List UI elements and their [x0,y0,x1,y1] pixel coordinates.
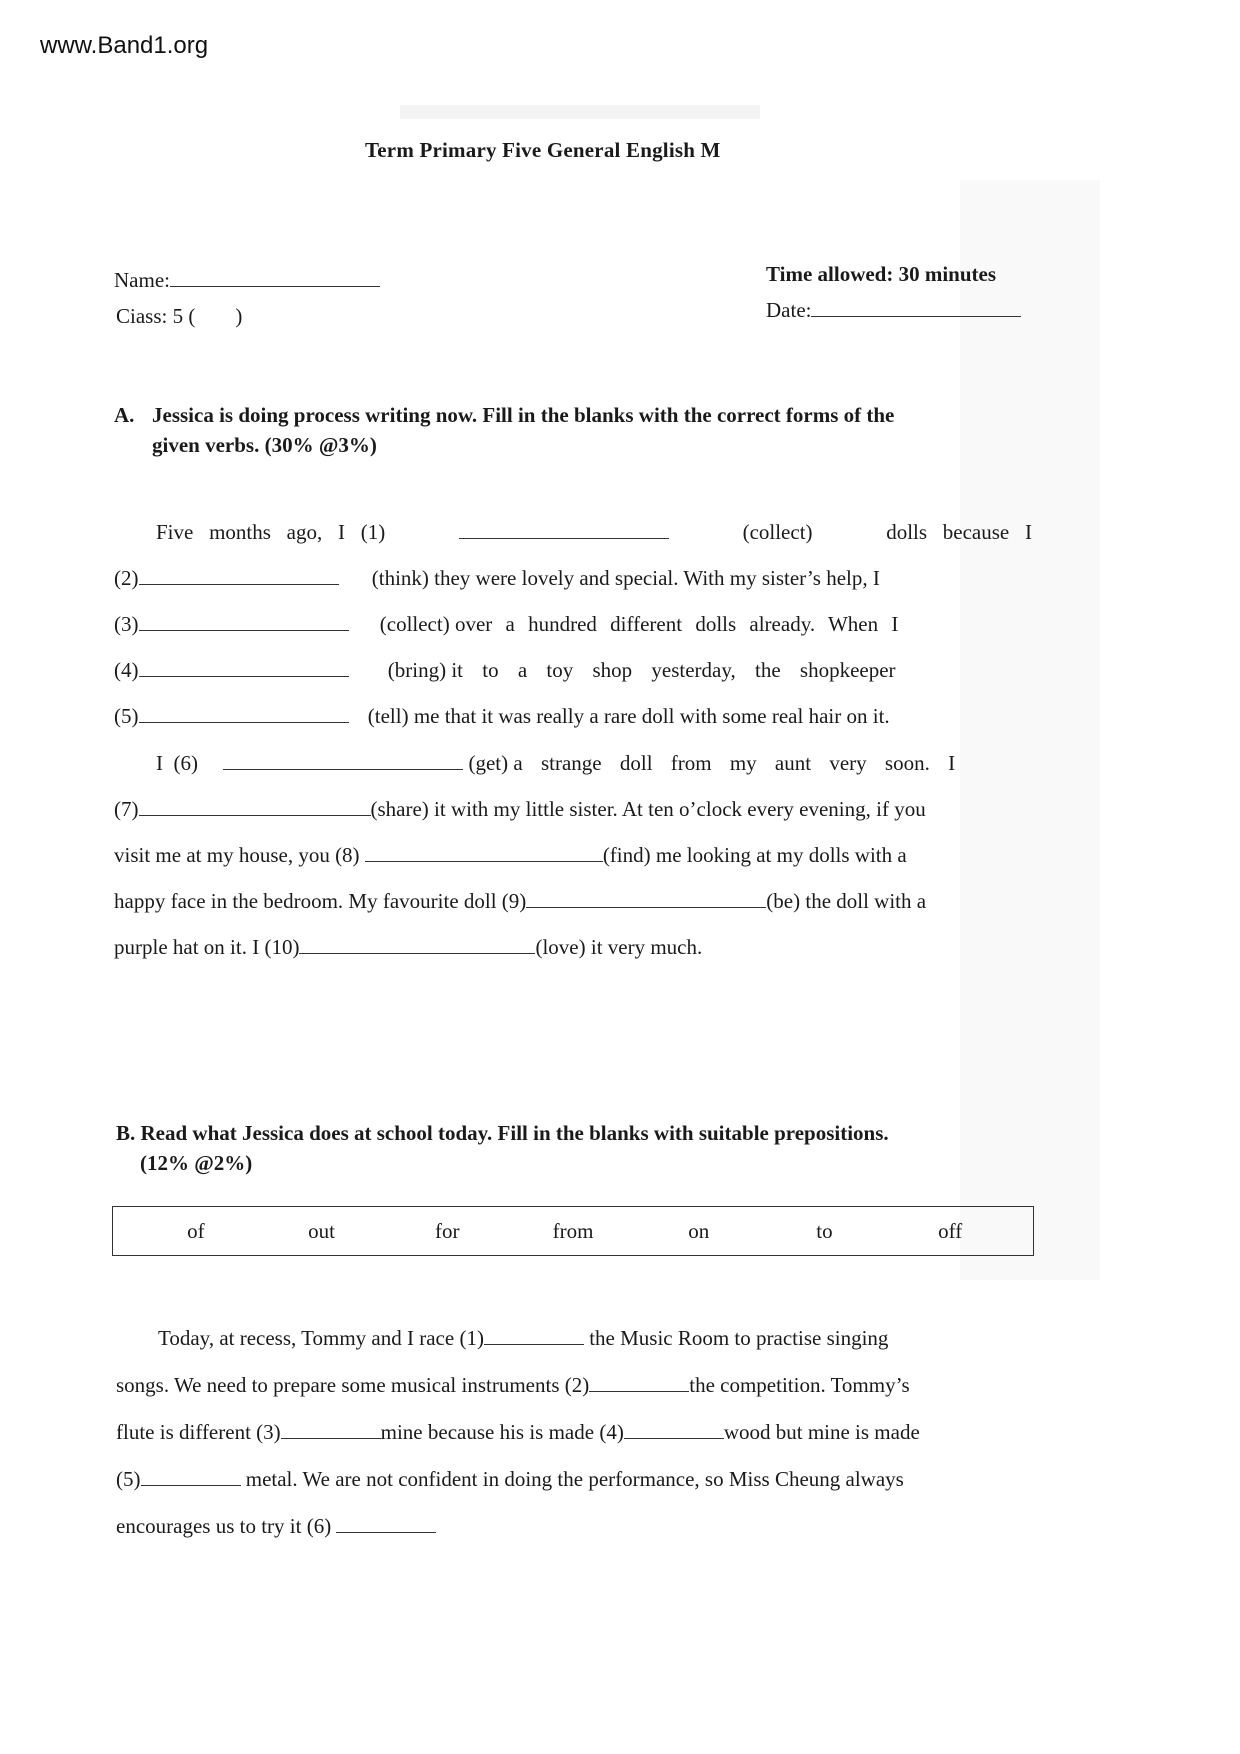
passage-line [116,1467,904,1492]
passage-line [116,1514,436,1539]
date-blank[interactable] [811,296,1021,317]
passage-line [116,1420,920,1445]
answer-blank-b3[interactable] [281,1420,381,1439]
passage-line [114,889,1032,914]
line-text: me looking at my dolls with a [655,843,907,867]
section-a-label: A. [114,403,135,427]
line-text: dolls because I [886,520,1032,544]
section-a-instruction-line2: given verbs. (30% @3%) [152,433,377,457]
line-text: the Music Room to practise singing [589,1326,889,1350]
line-text: flute is different (3) [116,1420,281,1444]
class-label: Ciass: 5 ( [116,304,196,328]
word-bank-item: out [308,1218,335,1243]
passage-line [114,658,1032,683]
line-text: songs. We need to prepare some musical instruments (2) [116,1373,590,1397]
scan-bleed-through [960,180,1100,1280]
passage-line [114,935,1032,960]
passage-line [158,1326,888,1351]
question-number: (2) [114,566,139,590]
name-label: Name: [114,268,170,292]
verb-hint: (bring) [387,658,447,682]
answer-blank-b4[interactable] [624,1420,724,1439]
word-bank-item: off [938,1218,963,1243]
answer-blank-a8[interactable] [365,843,603,862]
line-text: they were lovely and special. With my sister’s help, I [434,566,880,590]
section-b-instruction-line1: Read what Jessica does at school today. Fill in the blanks with suitable prepositions. [140,1121,889,1145]
answer-blank-b2[interactable] [589,1373,689,1392]
line-text: over a hundred different dolls already. When I [454,612,899,636]
question-number: (3) [114,612,139,636]
line-text: it very much. [590,935,703,959]
verb-hint: (collect) [742,520,813,544]
answer-blank-a1[interactable] [459,520,669,539]
word-bank-item: of [187,1218,205,1243]
word-bank-item: for [435,1218,460,1243]
verb-hint: (love) [535,935,586,959]
line-text: the doll with a [805,889,927,913]
line-text: (5) [116,1467,141,1491]
verb-hint: (get) [468,751,509,775]
verb-hint: (collect) [379,612,450,636]
answer-blank-a10[interactable] [299,935,535,954]
word-bank-item: from [552,1218,594,1243]
verb-hint: (tell) [367,704,409,728]
answer-blank-a2[interactable] [139,566,339,585]
verb-hint: (think) [371,566,429,590]
line-text: Five months ago, I (1) [156,520,386,544]
passage-line [116,1373,910,1398]
question-number: (4) [114,658,139,682]
class-close-paren: ) [235,304,243,328]
name-blank[interactable] [170,266,380,287]
answer-blank-b6[interactable] [336,1514,436,1533]
line-text: happy face in the bedroom. My favourite doll (9) [114,889,527,913]
answer-blank-b5[interactable] [141,1467,241,1486]
section-a-instruction-line1: Jessica is doing process writing now. Fill in the blanks with the correct forms of the [152,403,895,427]
site-watermark: www.Band1.org [40,32,209,59]
answer-blank-a9[interactable] [526,889,766,908]
passage-line [114,612,1032,637]
line-text: me that it was really a rare doll with some real hair on it. [413,704,890,728]
time-allowed: Time allowed: 30 minutes [766,262,997,286]
answer-blank-b1[interactable] [484,1326,584,1345]
line-text: mine because his is made (4) [380,1420,624,1444]
word-bank-item: on [688,1218,710,1243]
scan-bleed-through [400,105,760,119]
verb-hint: (share) [370,797,429,821]
question-number: (5) [114,704,139,728]
line-text: the competition. Tommy’s [689,1373,910,1397]
answer-blank-a6[interactable] [223,751,463,770]
class-field [116,304,242,329]
line-text: a strange doll from my aunt very soon. I [513,751,956,775]
name-field [114,266,380,293]
verb-hint: (find) [602,843,651,867]
question-number: (7) [114,797,139,821]
line-text: purple hat on it. I (10) [114,935,300,959]
passage-line [114,797,1032,822]
date-field [766,296,1021,323]
section-b-instruction-line2: (12% @2%) [140,1151,253,1175]
line-text: I (6) [156,751,198,775]
answer-blank-a7[interactable] [139,797,371,816]
section-b-instructions [116,1118,889,1178]
line-text: Today, at recess, Tommy and I race (1) [158,1326,484,1350]
line-text: it with my little sister. At ten o’clock every evening, if you [434,797,926,821]
word-bank [112,1206,1034,1256]
passage-line [156,751,1032,776]
page-title: Term Primary Five General English M [365,138,721,162]
answer-blank-a5[interactable] [139,704,349,723]
answer-blank-a3[interactable] [139,612,349,631]
line-text: encourages us to try it (6) [116,1514,332,1538]
answer-blank-a4[interactable] [139,658,349,677]
passage-line [114,704,1032,729]
passage-line [114,843,1032,868]
line-text: wood but mine is made [723,1420,920,1444]
passage-line [114,566,1032,591]
line-text: visit me at my house, you (8) [114,843,360,867]
word-bank-item: to [816,1218,833,1243]
date-label: Date: [766,298,812,322]
line-text: metal. We are not confident in doing the performance, so Miss Cheung always [245,1467,904,1491]
section-b-label: B. [116,1121,136,1145]
verb-hint: (be) [766,889,801,913]
section-a-instructions [114,400,894,460]
line-text: it to a toy shop yesterday, the shopkeeper [451,658,896,682]
passage-line [156,520,1032,545]
